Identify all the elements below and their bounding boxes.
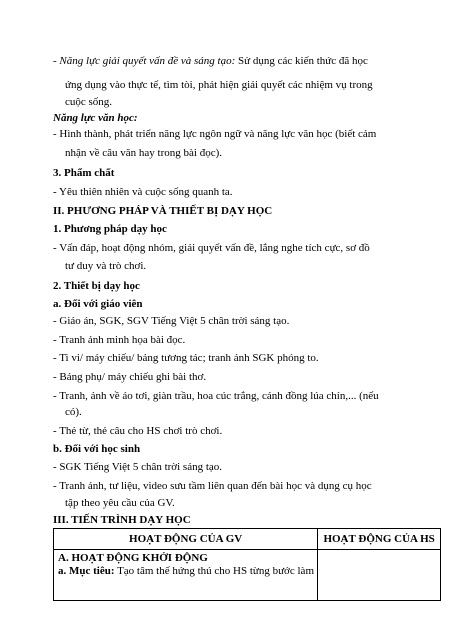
method-line-2: tư duy và trò chơi. — [65, 260, 147, 272]
cell-continuation — [58, 578, 313, 598]
teacher-heading: a. Đối với giáo viên — [53, 298, 143, 310]
activity-goal — [58, 565, 313, 578]
activity-title: A. HOẠT ĐỘNG KHỞI ĐỘNG — [58, 552, 208, 564]
table-row — [54, 550, 441, 601]
method-line-1: - Vấn đáp, hoạt động nhóm, giải quyết vấn đề, lắng nghe tích cực, sơ đồ — [53, 242, 370, 254]
student-item: - Tranh ảnh, tư liệu, video sưu tầm liên quan đến bài học và dụng cụ học — [53, 480, 372, 492]
problem-solving-paragraph: - Năng lực giải quyết vấn đề và sáng tạo: Sử dụng các kiến thức đã học — [53, 55, 368, 67]
section-2-heading: II. PHƯƠNG PHÁP VÀ THIẾT BỊ DẠY HỌC — [53, 205, 273, 217]
table-header-row — [54, 529, 441, 550]
method-heading: 1. Phương pháp dạy học — [53, 223, 167, 235]
lesson-activity-table — [53, 528, 441, 601]
student-activity-cell — [318, 550, 441, 601]
problem-solving-line-2: ứng dụng vào thực tế, tìm tòi, phát hiện giải quyết các nhiệm vụ trong — [65, 79, 373, 91]
teacher-item: - Bảng phụ/ máy chiếu ghi bài thơ. — [53, 371, 207, 383]
teacher-item: - Tranh, ảnh về áo tơi, giàn trầu, hoa cúc trắng, cánh đồng lúa chín,... (nếu — [53, 390, 379, 402]
literary-line-2: nhận về câu văn hay trong bài đọc). — [65, 147, 222, 159]
student-item: - SGK Tiếng Việt 5 chân trời sáng tạo. — [53, 461, 223, 473]
section-3-heading: III. TIẾN TRÌNH DẠY HỌC — [53, 514, 191, 526]
student-heading: b. Đối với học sinh — [53, 443, 141, 455]
literary-line-1: - Hình thành, phát triển năng lực ngôn ngữ và năng lực văn học (biết cảm — [53, 128, 377, 140]
goal-text: Tạo tâm thế hứng thú cho HS từng bước làm — [117, 565, 314, 577]
goal-label: a. Mục tiêu: — [58, 565, 115, 577]
quality-line-1: - Yêu thiên nhiên và cuộc sống quanh ta. — [53, 186, 233, 198]
literary-heading: Năng lực văn học: — [53, 112, 138, 124]
problem-solving-line-3: cuộc sống. — [65, 96, 113, 108]
teacher-item: có). — [65, 406, 82, 418]
teacher-item: - Ti vi/ máy chiếu/ bảng tương tác; tranh ảnh SGK phóng to. — [53, 352, 319, 364]
student-activity-header: HOẠT ĐỘNG CỦA HS — [318, 529, 441, 550]
teacher-item: - Thẻ từ, thẻ câu cho HS chơi trò chơi. — [53, 425, 223, 437]
teacher-item: - Tranh ảnh minh họa bài đọc. — [53, 334, 186, 346]
problem-solving-text: Sử dụng các kiến thức đã học — [238, 55, 368, 67]
equipment-heading: 2. Thiết bị dạy học — [53, 280, 140, 292]
teacher-activity-cell — [54, 550, 318, 601]
student-item: tập theo yêu cầu của GV. — [65, 497, 175, 509]
teacher-item: - Giáo án, SGK, SGV Tiếng Việt 5 chân trời sáng tạo. — [53, 315, 290, 327]
quality-heading: 3. Phẩm chất — [53, 167, 115, 179]
problem-solving-label: Năng lực giải quyết vấn đề và sáng tạo: — [59, 55, 236, 67]
teacher-activity-header: HOẠT ĐỘNG CỦA GV — [54, 529, 318, 550]
